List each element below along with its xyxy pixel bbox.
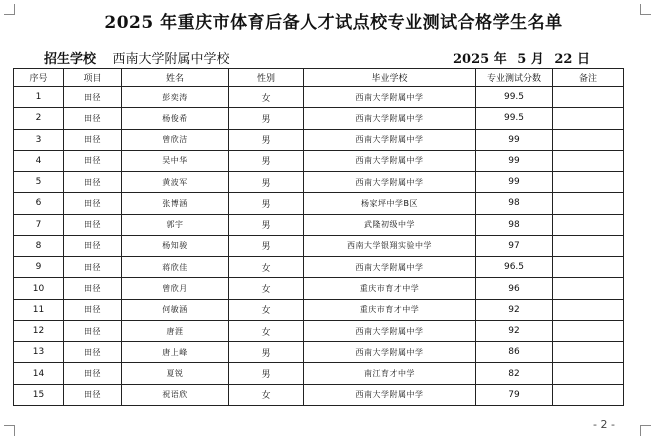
row-event: 田径 [64, 299, 122, 320]
row-score: 99.5 [476, 108, 553, 129]
row-remarks [553, 342, 624, 363]
page-number: - 2 - [593, 418, 615, 431]
row-name: 张博涵 [122, 193, 229, 214]
row-graduate-school: 重庆市育才中学 [304, 299, 476, 320]
row-score: 86 [476, 342, 553, 363]
row-index: 15 [14, 384, 64, 405]
row-graduate-school: 西南大学附属中学 [304, 129, 476, 150]
row-name: 杨俊希 [122, 108, 229, 129]
row-gender: 女 [229, 320, 304, 341]
row-name: 何敏涵 [122, 299, 229, 320]
row-graduate-school: 西南大学附属中学 [304, 384, 476, 405]
row-gender: 女 [229, 299, 304, 320]
header-index: 序号 [14, 69, 64, 87]
row-index: 11 [14, 299, 64, 320]
row-index: 9 [14, 257, 64, 278]
row-remarks [553, 150, 624, 171]
table-row [14, 172, 624, 193]
date-month: 5 [517, 52, 527, 67]
table-row [14, 235, 624, 256]
row-remarks [553, 384, 624, 405]
table-row [14, 363, 624, 384]
table-row [14, 384, 624, 405]
row-gender: 男 [229, 214, 304, 235]
row-gender: 男 [229, 108, 304, 129]
row-event: 田径 [64, 129, 122, 150]
row-score: 99 [476, 172, 553, 193]
row-event: 田径 [64, 172, 122, 193]
row-name: 唐上峰 [122, 342, 229, 363]
row-graduate-school: 南江育才中学 [304, 363, 476, 384]
row-score: 98 [476, 214, 553, 235]
table-row [14, 129, 624, 150]
row-index: 7 [14, 214, 64, 235]
date-year-unit: 年 [493, 52, 507, 67]
row-event: 田径 [64, 150, 122, 171]
row-score: 97 [476, 235, 553, 256]
row-graduate-school: 西南大学附属中学 [304, 320, 476, 341]
row-index: 14 [14, 363, 64, 384]
row-name: 吴中华 [122, 150, 229, 171]
row-index: 12 [14, 320, 64, 341]
row-index: 6 [14, 193, 64, 214]
row-event: 田径 [64, 87, 122, 108]
row-graduate-school: 西南大学附属中学 [304, 257, 476, 278]
students-table [13, 68, 624, 406]
school-name: 西南大学附属中学校 [109, 48, 267, 69]
table-row [14, 257, 624, 278]
row-score: 92 [476, 299, 553, 320]
row-graduate-school: 重庆市育才中学 [304, 278, 476, 299]
row-event: 田径 [64, 320, 122, 341]
row-index: 8 [14, 235, 64, 256]
table-row [14, 214, 624, 235]
row-gender: 女 [229, 384, 304, 405]
row-gender: 男 [229, 193, 304, 214]
row-score: 96.5 [476, 257, 553, 278]
row-graduate-school: 西南大学附属中学 [304, 87, 476, 108]
table-row [14, 320, 624, 341]
row-score: 99.5 [476, 87, 553, 108]
header-name: 姓名 [122, 69, 229, 87]
header-remarks: 备注 [553, 69, 624, 87]
row-index: 4 [14, 150, 64, 171]
row-remarks [553, 87, 624, 108]
row-name: 彭奕涛 [122, 87, 229, 108]
table-row [14, 278, 624, 299]
date-year: 2025 [453, 52, 490, 67]
header-score: 专业测试分数 [476, 69, 553, 87]
row-graduate-school: 西南大学附属中学 [304, 150, 476, 171]
row-graduate-school: 西南大学附属中学 [304, 172, 476, 193]
row-name: 祝语欣 [122, 384, 229, 405]
row-remarks [553, 363, 624, 384]
date-day-unit: 日 [577, 52, 591, 67]
row-name: 蒋欣佳 [122, 257, 229, 278]
row-score: 99 [476, 129, 553, 150]
table-row [14, 87, 624, 108]
row-name: 夏锐 [122, 363, 229, 384]
row-event: 田径 [64, 257, 122, 278]
row-gender: 男 [229, 150, 304, 171]
table-header-row [14, 69, 624, 87]
row-remarks [553, 214, 624, 235]
row-remarks [553, 278, 624, 299]
row-remarks [553, 193, 624, 214]
row-gender: 女 [229, 278, 304, 299]
header-event: 项目 [64, 69, 122, 87]
row-score: 99 [476, 150, 553, 171]
row-remarks [553, 257, 624, 278]
table-row [14, 299, 624, 320]
document-title: 2025 年重庆市体育后备人才试点校专业测试合格学生名单 [104, 13, 563, 33]
row-index: 3 [14, 129, 64, 150]
row-score: 96 [476, 278, 553, 299]
row-graduate-school: 西南大学附属中学 [304, 108, 476, 129]
row-name: 唐涯 [122, 320, 229, 341]
row-graduate-school: 杨家坪中学B区 [304, 193, 476, 214]
row-graduate-school: 西南大学银翔实验中学 [304, 235, 476, 256]
school-label: 招生学校 [44, 52, 97, 67]
row-score: 82 [476, 363, 553, 384]
row-score: 79 [476, 384, 553, 405]
row-name: 杨知骏 [122, 235, 229, 256]
row-gender: 男 [229, 363, 304, 384]
row-gender: 男 [229, 172, 304, 193]
row-name: 黄波军 [122, 172, 229, 193]
row-event: 田径 [64, 384, 122, 405]
row-index: 10 [14, 278, 64, 299]
row-gender: 女 [229, 257, 304, 278]
row-index: 1 [14, 87, 64, 108]
row-gender: 男 [229, 342, 304, 363]
school-info [44, 48, 267, 69]
table-row [14, 342, 624, 363]
row-name: 曾欣月 [122, 278, 229, 299]
row-graduate-school: 西南大学附属中学 [304, 342, 476, 363]
row-remarks [553, 129, 624, 150]
date-month-unit: 月 [530, 52, 544, 67]
row-index: 13 [14, 342, 64, 363]
table-row [14, 108, 624, 129]
row-event: 田径 [64, 214, 122, 235]
row-remarks [553, 235, 624, 256]
row-remarks [553, 108, 624, 129]
row-index: 5 [14, 172, 64, 193]
row-index: 2 [14, 108, 64, 129]
row-gender: 女 [229, 87, 304, 108]
crop-mark-bottom-right [640, 425, 651, 436]
header-graduate-school: 毕业学校 [304, 69, 476, 87]
row-remarks [553, 299, 624, 320]
header-gender: 性别 [229, 69, 304, 87]
row-event: 田径 [64, 363, 122, 384]
row-name: 郭宇 [122, 214, 229, 235]
document-date [453, 48, 590, 67]
row-remarks [553, 320, 624, 341]
row-graduate-school: 武隆初级中学 [304, 214, 476, 235]
row-score: 98 [476, 193, 553, 214]
row-event: 田径 [64, 193, 122, 214]
table-row [14, 193, 624, 214]
row-gender: 男 [229, 129, 304, 150]
row-gender: 男 [229, 235, 304, 256]
row-event: 田径 [64, 235, 122, 256]
row-event: 田径 [64, 342, 122, 363]
row-remarks [553, 172, 624, 193]
row-event: 田径 [64, 108, 122, 129]
row-score: 92 [476, 320, 553, 341]
crop-mark-bottom-left [4, 425, 15, 436]
table-row [14, 150, 624, 171]
date-day: 22 [554, 52, 573, 67]
row-name: 曾欣洁 [122, 129, 229, 150]
row-event: 田径 [64, 278, 122, 299]
